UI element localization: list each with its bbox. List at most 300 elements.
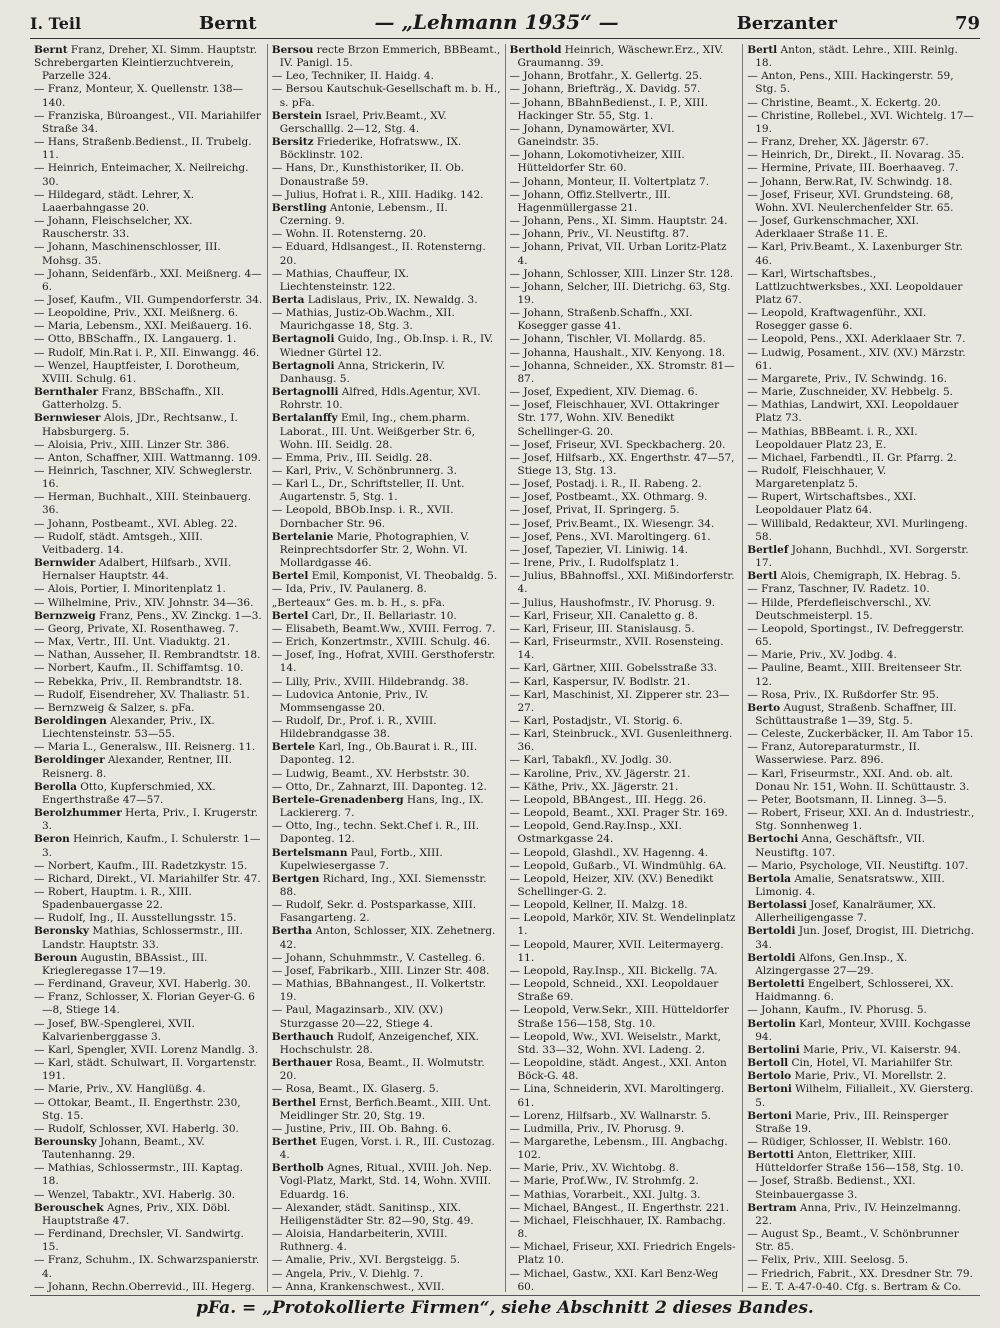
directory-entry — [34, 597, 263, 610]
directory-entry — [272, 1057, 501, 1083]
directory-entry — [747, 1281, 976, 1292]
directory-entry — [747, 1083, 976, 1109]
entry-details: — Josef, Straßb. Bedienst., XXI. Steinbauergasse 3. — [747, 1175, 916, 1201]
directory-entry — [272, 978, 501, 1004]
entry-surname: Beroldinger — [34, 754, 105, 767]
entry-details: — Johann, Pens., XI. Simm. Hauptstr. 24. — [509, 215, 728, 228]
directory-entry — [272, 307, 501, 333]
entry-surname: Bersou — [271, 44, 314, 56]
entry-surname: Bertl — [747, 570, 778, 583]
directory-entry — [747, 597, 976, 623]
entry-details: — Johann, Privat, VII. Urban Loritz-Platz 4. — [509, 241, 727, 267]
entry-details: — Bernzweig & Salzer, s. pFa. — [34, 701, 195, 714]
entry-details: — Erich, Konzertmstr., XVIII. Schulg. 46. — [271, 636, 491, 649]
entry-details: — Leopold, Heizer, XIV. (XV.) Benedikt Schellinger-G. 2. — [509, 872, 714, 898]
entry-details: Alois, JDr., Rechtsanw., I. Habsburgerg. 5. — [42, 412, 238, 438]
entry-details: August, Straßenb. Schaffner, III. Schüttaustraße 1—39, Stg. 5. — [755, 701, 957, 727]
entry-details: Schrebergarten Kleintierzuchtverein, Parzelle 324. — [34, 57, 234, 83]
entry-surname: Bernt — [34, 44, 68, 56]
directory-entry — [510, 781, 739, 794]
directory-entry — [34, 583, 263, 596]
directory-entry — [510, 360, 739, 386]
entry-details: — Margarete, Priv., IV. Schwindg. 16. — [747, 372, 947, 385]
entry-surname: Bersitz — [271, 136, 314, 149]
entry-details: Johann, Beamt., XV. Tautenhanng. 29. — [42, 1135, 205, 1162]
directory-entry — [510, 228, 739, 241]
directory-entry — [747, 518, 976, 544]
directory-entry — [272, 478, 501, 504]
entry-details: — Johann, Straßenb.Schaffn., XXI. Kosegger gasse 41. — [509, 307, 693, 333]
directory-entry — [34, 83, 263, 109]
entry-details: — Anton, Pens., XIII. Hackingerstr. 59, Stg. 5. — [747, 70, 954, 96]
directory-entry — [747, 1018, 976, 1044]
directory-entry — [272, 1281, 501, 1292]
entry-details: Amalie, Senatsratsww., XIII. Limonig. 4. — [755, 872, 945, 898]
entry-surname: Bertolassi — [747, 899, 807, 912]
entry-details: Anton, Elettriker, XIII. Hütteldorfer Straße 156—158, Stg. 10. — [755, 1149, 964, 1175]
entry-details: Jun. Josef, Drogist, III. Dietrichg. 34. — [755, 925, 975, 951]
directory-entry — [747, 307, 976, 333]
directory-entry — [272, 162, 501, 188]
directory-entry — [272, 83, 501, 109]
entry-details: — Johann, Berw.Rat, IV. Schwindg. 18. — [747, 175, 953, 188]
entry-details: — Josef, Hilfsarb., XX. Engerthstr. 47—57, Stiege 13, Stg. 13. — [509, 451, 735, 477]
directory-entry — [272, 873, 501, 899]
directory-entry — [747, 241, 976, 267]
entry-details: — Leopold, Beamt., XXI. Prager Str. 169. — [509, 807, 728, 820]
entry-details: Friederike, Hofratsww., IX. Böcklinstr. 102. — [279, 136, 462, 162]
entry-details: — Michael, Farbendtl., II. Gr. Pfarrg. 2. — [747, 451, 957, 464]
directory-entry — [34, 741, 263, 754]
directory-entry — [510, 794, 739, 807]
directory-entry — [747, 1268, 976, 1281]
entry-details: — Leopold, Verw.Sekr., XIII. Hütteldorfer Straße 156—158, Stg. 10. — [509, 1004, 729, 1030]
directory-entry — [510, 807, 739, 820]
directory-entry — [272, 597, 501, 610]
entry-details: — Mathias, BBahnangest., II. Volkertstr. 19. — [271, 978, 486, 1004]
directory-entry — [510, 504, 739, 517]
entry-details: Herta, Priv., I. Krugerstr. 3. — [42, 807, 258, 833]
entry-details: — Julius, Hofrat i. R., XIII. Hadikg. 142. — [271, 188, 484, 201]
directory-entry — [34, 912, 263, 925]
directory-entry — [272, 610, 501, 623]
directory-entry — [510, 544, 739, 557]
directory-entry — [510, 623, 739, 636]
directory-entry — [34, 991, 263, 1017]
entry-details: — Käthe, Priv., XX. Jägerstr. 21. — [509, 780, 679, 793]
directory-entry — [747, 794, 976, 807]
directory-entry — [272, 1228, 501, 1254]
entry-details: — Josef, Friseur, XVI. Grundsteing. 68, Wohn. XVI. Neulerchenfelder Str. 65. — [747, 188, 954, 214]
directory-entry — [747, 833, 976, 859]
directory-entry — [510, 662, 739, 675]
directory-entry — [34, 557, 263, 583]
entry-details: Augustin, BBAssist., III. Kriegleregasse 17—19. — [42, 951, 208, 977]
directory-entry — [34, 1254, 263, 1280]
entry-details: — Rupert, Wirtschaftsbes., XXI. Leopoldauer Platz 64. — [747, 491, 917, 517]
entry-details: — Karl, Priv., V. Schönbrunnerg. 3. — [271, 465, 457, 477]
directory-entry — [747, 689, 976, 702]
entry-details: — Johann, Dynamowärter, XVI. Ganeindstr. 35. — [509, 122, 675, 149]
directory-entry — [510, 518, 739, 531]
footer-note: pFa. = „Protokollierte Firmen“, siehe Abschnitt 2 dieses Bandes. — [30, 1295, 980, 1322]
entry-surname: Bertola — [747, 872, 791, 885]
entry-details: Cin, Hotel, VI. Mariahilfer Str. — [791, 1057, 953, 1070]
directory-entry — [747, 44, 976, 70]
part-label: I. Teil — [30, 14, 82, 33]
entry-details: recte Brzon Emmerich, BBBeamt., IV. Panigl. 15. — [279, 44, 501, 70]
entry-details: — Johann, Lokomotivheizer, XIII. Hütteldorfer Str. 60. — [509, 149, 685, 175]
directory-entry — [510, 1268, 739, 1292]
directory-entry — [510, 1031, 739, 1057]
directory-entry — [747, 97, 976, 110]
entry-details: — Christine, Rollebel., XVI. Wichtelg. 17—19. — [747, 109, 974, 135]
entry-details: — Josef, Fleischhauer, XVI. Ottakringer Str. 177, Wohn. XIV. Benedikt Schellinger-G. 20. — [509, 399, 720, 438]
entry-details: Rudolf, Anzeigenchef, XIX. Hochschulstr. 28. — [279, 1030, 480, 1056]
directory-entry — [34, 886, 263, 912]
entry-details: — Leopold, Sportingst., IV. Defreggerstr. 65. — [747, 622, 965, 649]
directory-entry — [272, 1254, 501, 1267]
directory-entry — [510, 847, 739, 860]
entry-details: — Josef, Ing., Hofrat, XVIII. Gersthoferstr. 14. — [271, 649, 496, 675]
directory-entry — [272, 241, 501, 267]
entry-details: — Josef, BW.-Spenglerei, XVII. Kalvarienberggasse 3. — [34, 1017, 195, 1043]
directory-entry — [747, 702, 976, 728]
entry-details: — Marie, Zuschneider, XV. Hebbelg. 5. — [747, 386, 953, 399]
entry-details: — August Sp., Beamt., V. Schönbrunner Str. 85. — [747, 1228, 959, 1254]
directory-entry — [747, 741, 976, 767]
entry-details: — Wenzel, Hauptfeister, I. Dorotheum, XVIII. Schulg. 61. — [34, 359, 240, 385]
directory-entry — [34, 1097, 263, 1123]
directory-entry — [272, 189, 501, 202]
directory-entry — [510, 215, 739, 228]
directory-entry — [747, 149, 976, 162]
entry-surname: Berthet — [271, 1135, 317, 1148]
directory-entry — [272, 925, 501, 951]
entry-details: — Hildegard, städt. Lehrer, X. Laaerbahngasse 20. — [34, 188, 195, 214]
directory-entry — [510, 399, 739, 438]
directory-entry — [510, 189, 739, 215]
entry-surname: Bertotti — [747, 1149, 794, 1162]
entry-details: — Johann, BBahnBedienst., I. P., XIII. Hackinger Str. 55, Stg. 1. — [509, 96, 708, 122]
directory-entry — [510, 1241, 739, 1267]
directory-entry — [510, 1215, 739, 1241]
entry-details: Alfred, Hdls.Agentur, XVI. Rohrstr. 10. — [279, 386, 481, 412]
directory-entry — [747, 176, 976, 189]
directory-entry — [272, 623, 501, 636]
directory-entry — [510, 1123, 739, 1136]
entry-surname: Bernzweig — [34, 609, 96, 622]
entry-surname: Beronsky — [34, 925, 90, 938]
directory-entry — [747, 1175, 976, 1201]
entry-details: — Rudolf, Fleischhauer, V. Margaretenplatz 5. — [747, 465, 887, 491]
directory-entry — [34, 807, 263, 833]
entry-details: — Christine, Beamt., X. Eckertg. 20. — [747, 96, 941, 109]
entry-details: — Justine, Priv., III. Ob. Bahng. 6. — [271, 1122, 452, 1135]
entry-details: — Nathan, Ausseher, II. Rembrandtstr. 18. — [34, 649, 261, 662]
directory-entry — [272, 70, 501, 83]
entry-details: — Leopoldine, Priv., XXI. Meißnerg. 6. — [34, 307, 239, 320]
entry-details: Guido, Ing., Ob.Insp. i. R., IV. Wiedner Gürtel 12. — [279, 333, 494, 359]
entry-details: Israel, Priv.Beamt., XV. Gerschalllg. 2—12, Stg. 4. — [279, 109, 447, 135]
entry-details: — Leo, Techniker, II. Haidg. 4. — [271, 70, 434, 83]
directory-entry — [510, 531, 739, 544]
directory-entry — [34, 491, 263, 517]
entry-details: — Wenzel, Tabaktr., XVI. Haberlg. 30. — [34, 1188, 236, 1201]
entry-details: — Michael, Friseur, XXI. Friedrich Engels-Platz 10. — [509, 1241, 736, 1267]
directory-entry — [510, 439, 739, 452]
directory-entry — [34, 307, 263, 320]
entry-details: — Franz, Monteur, X. Quellenstr. 138—140. — [34, 83, 244, 109]
entry-details: Agnes, Ritual., XVIII. Joh. Nep. Vogl-Platz, Markt, Std. 14, Wohn. XVIII. Eduardg. 16. — [279, 1162, 492, 1201]
entry-surname: Bernthaler — [34, 386, 99, 399]
directory-entry — [34, 412, 263, 438]
entry-details: — Rudolf, Schlosser, XVI. Haberlg. 30. — [34, 1122, 239, 1135]
entry-details: — Franz, Schlosser, X. Florian Geyer-G. 6—8, Stiege 14. — [34, 991, 255, 1017]
entry-details: — Leopold, Gend.Ray.Insp., XXI. Ostmarkgasse 24. — [509, 820, 682, 846]
directory-entry — [747, 189, 976, 215]
directory-entry — [747, 110, 976, 136]
directory-entry — [34, 1162, 263, 1188]
entry-surname: Bertram — [747, 1201, 797, 1214]
entry-surname: Bertgen — [271, 872, 320, 885]
directory-entry — [34, 781, 263, 807]
entry-details: — Josef, Expedient, XIV. Diemag. 6. — [509, 386, 698, 399]
entry-details: — Johann, Briefträg., X. Davidg. 57. — [509, 83, 701, 96]
entry-surname: Berto — [747, 701, 781, 714]
entry-details: — Karl, Friseurmstr., XVII. Rosensteing. 14. — [509, 636, 724, 662]
entry-details: — Johann, Rechn.Oberrevid., III. Hegerg. — [34, 1280, 255, 1292]
directory-entry — [747, 807, 976, 833]
entry-details: — Alexander, städt. Sanitinsp., XIX. Heiligenstädter Str. 82—90, Stg. 49. — [271, 1201, 474, 1227]
entry-details: — Leopold, BBOb.Insp. i. R., XVII. Dornbacher Str. 96. — [271, 504, 454, 530]
entry-surname: Bertolin — [747, 1017, 796, 1030]
entry-details: — Ludwig, Posament., XIV. (XV.) Märzstr. 61. — [747, 346, 966, 372]
directory-entry — [272, 899, 501, 925]
directory-entry — [747, 873, 976, 899]
directory-entry — [747, 268, 976, 307]
entry-details: — Rudolf, Eisendreher, XV. Thaliastr. 51. — [34, 688, 250, 701]
entry-details: — Hans, Straßenb.Bedienst., II. Trubelg. 11. — [34, 136, 252, 162]
directory-entry — [747, 1202, 976, 1228]
entry-surname: Berthel — [271, 1096, 316, 1109]
entry-details: — Julius, BBahnoffsl., XXI. Mißindorferstr. 4. — [509, 570, 735, 596]
entry-details: — Karl, Spengler, XVII. Lorenz Mandlg. 3. — [34, 1043, 259, 1056]
directory-entry — [34, 702, 263, 715]
entry-details: — Pauline, Beamt., XIII. Breitenseer Str. 12. — [747, 662, 963, 688]
directory-entry — [510, 754, 739, 767]
last-entry-word: Berzanter — [736, 13, 837, 34]
entry-details: — Heinrich, Enteimacher, X. Neilreichg. 30. — [34, 162, 249, 188]
directory-entry — [34, 360, 263, 386]
directory-entry — [272, 504, 501, 530]
directory-entry — [510, 939, 739, 965]
directory-entry — [510, 873, 739, 899]
entry-details: Anna, Priv., IV. Heinzelmanng. 22. — [755, 1201, 962, 1227]
entry-details: Marie, Photographien, V. Reinprechtsdorfer Str. 2, Wohn. VI. Mollardgasse 46. — [279, 530, 470, 570]
entry-details: — Johann, Maschinenschlosser, III. Mohsg. 35. — [34, 241, 221, 267]
entry-details: — Johann, Postbeamt., XVI. Ableg. 22. — [34, 517, 238, 530]
entry-details: — Mathias, Vorarbeit., XXI. Jultg. 3. — [509, 1188, 701, 1201]
directory-entry — [272, 649, 501, 675]
directory-entry — [747, 1004, 976, 1017]
directory-entry — [34, 1228, 263, 1254]
entry-details: — Wilhelmine, Priv., XIV. Johnstr. 34—36. — [34, 596, 254, 609]
entry-details: — Marie, Priv., XV. Hanglüßg. 4. — [34, 1083, 206, 1096]
entry-details: — Julius, Haushofmstr., IV. Phorusg. 9. — [509, 596, 716, 609]
entry-details: Engelbert, Schlosserei, XX. Haidmanng. 6. — [755, 978, 954, 1004]
directory-entry — [747, 465, 976, 491]
directory-entry — [510, 978, 739, 1004]
directory-entry — [510, 912, 739, 938]
entry-surname: Bertholb — [271, 1162, 324, 1175]
entry-details: Marie, Priv., III. Reinsperger Straße 19. — [755, 1109, 949, 1135]
entry-details: — Johann, Seidenfärb., XXI. Meißnerg. 4—6. — [34, 267, 262, 293]
entry-details: — Lorenz, Hilfsarb., XV. Wallnarstr. 5. — [509, 1109, 711, 1122]
directory-entry — [747, 136, 976, 149]
entry-details: — Hans, Dr., Kunsthistoriker, II. Ob. Donaustraße 59. — [271, 162, 465, 188]
entry-details: — Karl, Tabakfl., XV. Jodlg. 30. — [509, 754, 672, 767]
directory-entry — [747, 215, 976, 241]
entry-surname: Beroldingen — [34, 714, 107, 727]
directory-entry — [747, 952, 976, 978]
entry-surname: Bertoldi — [747, 951, 796, 964]
directory-entry — [272, 333, 501, 359]
entry-details: — Karoline, Priv., XV. Jägerstr. 21. — [509, 767, 691, 780]
entry-details: Alexander, Priv., IX. Liechtensteinstr. 53—55. — [42, 714, 215, 741]
entry-details: — Ida, Priv., IV. Paulanerg. 8. — [271, 583, 427, 596]
entry-details: — Paul, Magazinsarb., XIV. (XV.) Sturzgasse 20—22, Stiege 4. — [271, 1004, 444, 1030]
directory-entry — [510, 1083, 739, 1109]
directory-entry — [34, 833, 263, 859]
entry-details: — Leopold, Pens., XXI. Aderklaaer Str. 7. — [747, 333, 966, 346]
entry-details: — Johann, Brotfahr., X. Gellertg. 25. — [509, 70, 703, 83]
directory-entry — [272, 689, 501, 715]
entry-details: Emil, Komponist, VI. Theobaldg. 5. — [311, 570, 498, 583]
entry-details: — Robert, Hauptm. i. R., XIII. Spadenbauergasse 22. — [34, 886, 192, 912]
entry-details: — Johann, Offiz.Stellvertr., III. Hagenmüllergasse 21. — [509, 188, 671, 214]
directory-entry — [510, 452, 739, 478]
entry-details: Hans, Ing., IX. Lackiererg. 7. — [279, 793, 484, 820]
directory-entry — [747, 452, 976, 465]
directory-entry — [34, 333, 263, 346]
directory-entry — [272, 1162, 501, 1201]
entry-surname: Berouschek — [34, 1201, 104, 1214]
entry-details: — Marie, Priv., XV. Wichtobg. 8. — [509, 1162, 679, 1175]
entry-details: — Rudolf, städt. Amtsgeh., XIII. Veitbaderg. 14. — [34, 530, 203, 556]
entry-details: — Eduard, Hdlsangest., II. Rotensterng. 20. — [271, 241, 486, 267]
directory-entry — [510, 570, 739, 596]
directory-entry — [510, 149, 739, 175]
directory-entry — [34, 44, 263, 57]
entry-details: Agnes, Priv., XIX. Döbl. Hauptstraße 47. — [42, 1201, 231, 1227]
publication-title: — „Lehmann 1935“ — — [374, 10, 619, 34]
entry-details: Heinrich, Wäschewr.Erz., XIV. Graumanng. 39. — [517, 44, 724, 70]
directory-entry — [272, 412, 501, 451]
directory-entry — [272, 847, 501, 873]
entry-details: — Anna, Krankenschwest., XVII. — [271, 1280, 445, 1292]
entry-details: — Johann, Priv., VI. Neustiftg. 87. — [509, 228, 689, 241]
directory-entry — [34, 241, 263, 267]
directory-entry — [34, 1123, 263, 1136]
entry-details: Karl, Ing., Ob.Baurat i. R., III. Daponteg. 12. — [279, 741, 478, 767]
entry-details: Alois, Chemigraph, IX. Hebrag. 5. — [780, 570, 961, 583]
directory-entry — [510, 1004, 739, 1030]
directory-entry — [510, 307, 739, 333]
directory-entry — [34, 610, 263, 623]
entry-details: — Franz, Schuhm., IX. Schwarzspanierstr. 4. — [34, 1254, 260, 1280]
entry-details: — Franz, Dreher, XX. Jägerstr. 67. — [747, 136, 929, 149]
directory-entry — [272, 360, 501, 386]
directory-entry — [510, 1057, 739, 1083]
entry-details: — Karl, Kaspersur, IV. Bodlstr. 21. — [509, 675, 691, 688]
directory-entry — [34, 676, 263, 689]
entry-details: — Leopold, Glashdl., XV. Hagenng. 4. — [509, 846, 709, 859]
directory-entry — [510, 281, 739, 307]
entry-details: — Michael, Gastw., XXI. Karl Benz-Weg 60. — [509, 1267, 719, 1292]
directory-entry — [510, 333, 739, 346]
entry-details: — Karl, Maschinist, XI. Zipperer str. 23—27. — [509, 688, 730, 714]
directory-entry — [272, 110, 501, 136]
directory-entry — [272, 1202, 501, 1228]
entry-details: — Felix, Priv., XIII. Seelosg. 5. — [747, 1254, 909, 1267]
directory-entry — [34, 452, 263, 465]
entry-details: — Aloisia, Handarbeiterin, XVIII. Ruthnerg. 4. — [271, 1228, 448, 1254]
entry-details: — Josef, Gurkenschmacher, XXI. Aderklaaer Straße 11. E. — [747, 215, 919, 241]
entry-details: Alexander, Rentner, III. Reisnerg. 8. — [42, 754, 232, 780]
directory-entry — [34, 873, 263, 886]
entry-details: — Karl, Friseurmstr., XXI. And. ob. alt. Donau Nr. 151, Wohn. II. Schüttaustr. 3. — [747, 767, 970, 793]
entry-surname: Bertelsmann — [271, 846, 348, 859]
entry-details: — Ferdinand, Drechsler, VI. Sandwirtg. 15. — [34, 1228, 244, 1254]
entry-surname: Bernwider — [34, 557, 96, 570]
entry-details: — Celeste, Zuckerbäcker, II. Am Tabor 15. — [747, 728, 974, 741]
entry-details: Antonie, Lebensm., II. Czerning. 9. — [279, 201, 448, 228]
entry-details: — Rudolf, Dr., Prof. i. R., XVIII. Hildebrandgasse 38. — [271, 714, 437, 741]
column-3 — [506, 44, 744, 1292]
directory-entry — [510, 478, 739, 491]
entry-surname: Bertelanie — [271, 530, 334, 543]
entry-details: — Willibald, Redakteur, XVI. Murlingeng. 58. — [747, 517, 968, 543]
directory-entry — [34, 215, 263, 241]
entry-details: Franz, Dreher, XI. Simm. Hauptstr. — [70, 44, 257, 56]
entry-details: Paul, Fortb., XIII. Kupelwiesergasse 7. — [279, 846, 443, 872]
entry-details: Anna, Geschäftsfr., VII. Neustiftg. 107. — [755, 833, 925, 859]
directory-entry — [510, 97, 739, 123]
directory-entry — [747, 978, 976, 1004]
entry-surname: Bertele — [271, 741, 316, 754]
entry-details: — Karl, Priv.Beamt., X. Laxenburger Str. 46. — [747, 241, 963, 267]
entry-details: — Heinrich, Taschner, XIV. Schweglerstr. 16. — [34, 465, 253, 491]
directory-entry — [747, 1254, 976, 1267]
entry-details: — Mathias, Justiz-Ob.Wachm., XII. Maurichgasse 18, Stg. 3. — [271, 307, 455, 333]
page-number: 79 — [954, 13, 980, 34]
directory-entry — [272, 794, 501, 820]
entry-surname: Bertagnoli — [271, 333, 335, 346]
entry-details: — Georg, Private, XI. Rosenthaweg. 7. — [34, 622, 239, 635]
directory-entry — [510, 728, 739, 754]
entry-details: Johann, Buchhdl., XVI. Sorgerstr. 17. — [755, 543, 969, 570]
entry-details: — Franz, Taschner, IV. Radetz. 10. — [747, 583, 930, 596]
entry-details: — Leopold, Kraftwagenführ., XXI. Rosegger gasse 6. — [747, 307, 927, 333]
entry-details: — Karl, Postadjstr., VI. Storig. 6. — [509, 714, 683, 727]
entry-details: Eugen, Vorst. i. R., III. Custozag. 4. — [279, 1135, 495, 1162]
entry-details: — Mathias, Chauffeur, IX. Liechtensteinstr. 122. — [271, 267, 410, 293]
entry-details: — Ottokar, Beamt., II. Engerthstr. 230, Stg. 15. — [34, 1096, 241, 1122]
entry-details: — Leopold, BBAngest., III. Hegg. 26. — [509, 793, 707, 806]
directory-entry — [272, 1083, 501, 1096]
directory-entry — [510, 597, 739, 610]
